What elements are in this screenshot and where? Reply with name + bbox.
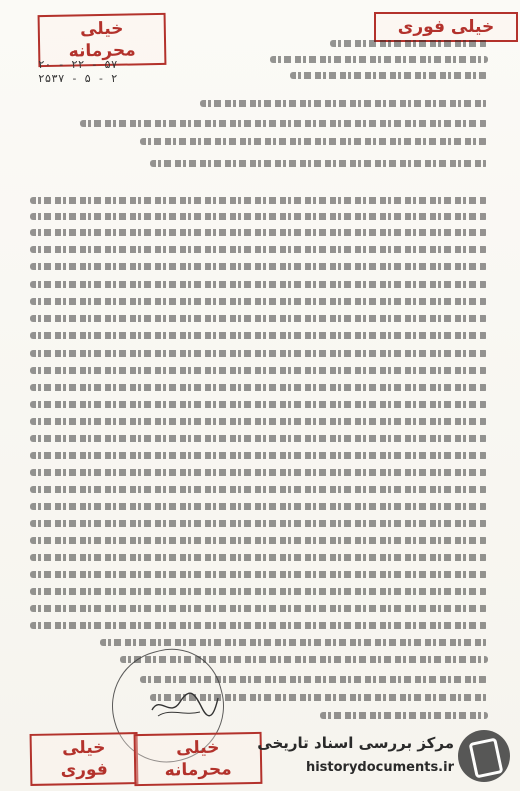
handwritten-line [30, 332, 488, 339]
reference-date: ۲۵۳۷ - ۵ - ۲ [38, 72, 118, 85]
handwritten-line [30, 197, 488, 204]
handwritten-line [30, 503, 488, 510]
handwritten-line [30, 384, 488, 391]
watermark-title: مرکز بررسی اسناد تاریخی [257, 734, 454, 752]
handwritten-line [30, 452, 488, 459]
handwritten-line [200, 100, 488, 107]
reference-number: ۲۰ - ۲۲ - ۵۷ [38, 58, 118, 71]
handwritten-line [30, 435, 488, 442]
handwritten-line [30, 246, 488, 253]
handwritten-line [30, 469, 488, 476]
handwritten-line [30, 350, 488, 357]
handwritten-line [330, 40, 488, 47]
handwritten-line [100, 639, 488, 646]
handwritten-line [150, 160, 488, 167]
handwritten-line [30, 315, 488, 322]
handwritten-line [80, 120, 488, 127]
classification-stamp-top: خیلی محرمانه [38, 13, 167, 67]
handwritten-line [30, 298, 488, 305]
handwritten-line [30, 263, 488, 270]
urgency-stamp-bottom: خیلی فوری [30, 732, 139, 786]
handwritten-line [270, 56, 488, 63]
signature-icon [150, 690, 220, 720]
watermark-url: historydocuments.ir [305, 760, 454, 775]
handwritten-line [140, 138, 488, 145]
handwritten-line [30, 588, 488, 595]
classification-stamp-bottom: خیلی محرمانه [134, 732, 263, 786]
handwritten-line [30, 571, 488, 578]
handwritten-line [30, 418, 488, 425]
handwritten-line [30, 367, 488, 374]
handwritten-line [290, 72, 488, 79]
handwritten-line [30, 537, 488, 544]
handwritten-line [30, 622, 488, 629]
handwritten-line [320, 712, 488, 719]
handwritten-line [30, 554, 488, 561]
handwritten-line [30, 605, 488, 612]
handwritten-line [30, 229, 488, 236]
reference-numbers [38, 58, 117, 86]
handwritten-line [30, 401, 488, 408]
archive-logo-icon [458, 730, 510, 782]
handwritten-line [30, 486, 488, 493]
archive-watermark [257, 728, 512, 786]
handwritten-line [30, 281, 488, 288]
handwritten-line [30, 520, 488, 527]
handwritten-line [30, 213, 488, 220]
urgency-stamp-top: خیلی فوری [374, 12, 518, 42]
